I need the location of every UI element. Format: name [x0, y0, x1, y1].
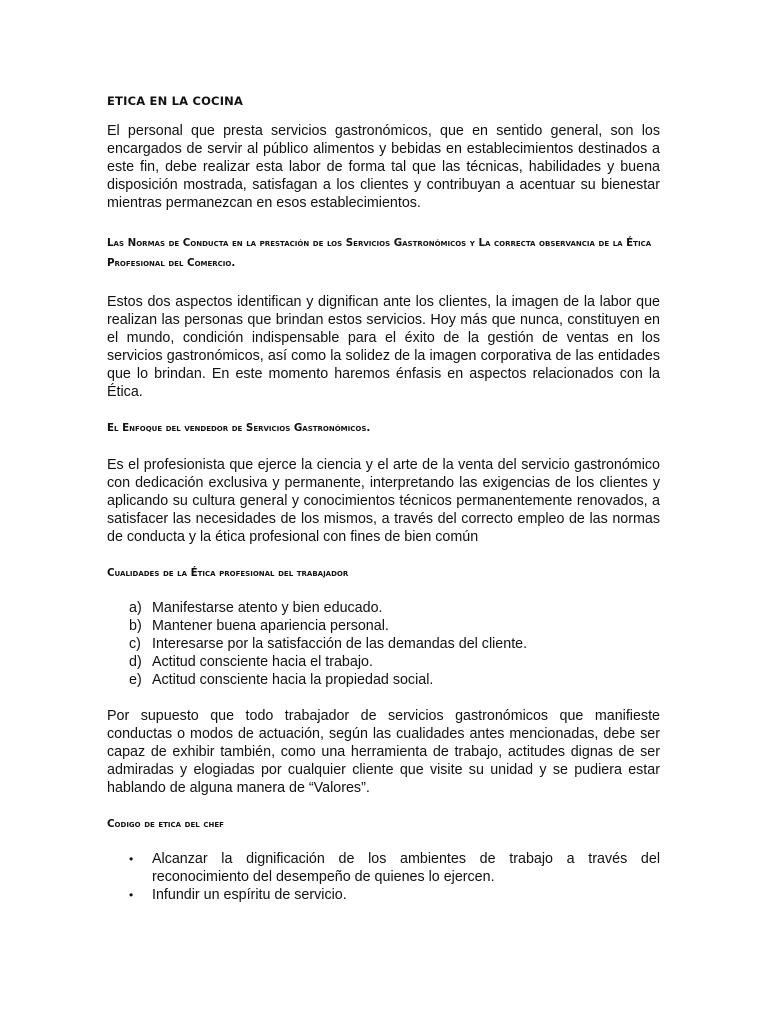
list-item — [107, 653, 660, 671]
list-item — [107, 635, 660, 653]
list-item-text: Manifestarse atento y bien educado. — [152, 600, 383, 616]
list-item — [107, 617, 660, 635]
list-item-text: Mantener buena apariencia personal. — [152, 618, 389, 634]
bullet-icon: • — [129, 852, 134, 866]
section-body-normas: Estos dos aspectos identifican y dignifican ante los clientes, la imagen de la labor que realizan las personas que brindan estos servicios. Hoy más que nunca, constituyen en el mundo, condición indispensable para el éxito de la gestión de ventas en los servicios gastronómicos, así como la solidez de la imagen corporativa de las entidades que lo brindan. En este momento haremos énfasis en aspectos relacionados con la Ética. — [107, 294, 660, 400]
document-title: ETICA EN LA COCINA — [107, 94, 244, 108]
list-marker: a) — [129, 600, 142, 616]
list-item-text: Interesarse por la satisfacción de las demandas del cliente. — [152, 636, 528, 652]
list-item-text: Alcanzar la dignificación de los ambientes de trabajo a través del reconocimiento del desempeño de quienes lo ejercen. — [152, 851, 660, 885]
list-item-text: Infundir un espíritu de servicio. — [152, 887, 347, 903]
list-item — [107, 599, 660, 617]
section-heading-codigo: Codigo de etica del chef — [107, 818, 224, 830]
section-body-enfoque: Es el profesionista que ejerce la ciencia y el arte de la venta del servicio gastronómico con dedicación exclusiva y permanente, interpretando las exigencias de los clientes y aplicando su cultura general y conocimientos técnicos permanentemente renovados, a satisfacer las necesidades de los mismos, a través del correcto empleo de las normas de conducta y la ética profesional con fines de bien común — [107, 457, 660, 545]
codigo-list — [107, 850, 660, 904]
list-item — [107, 671, 660, 689]
list-item — [107, 850, 660, 886]
list-marker: b) — [129, 618, 142, 634]
section-heading-cualidades: Cualidades de la Ética profesional del trabajador — [107, 567, 349, 579]
list-item-text: Actitud consciente hacia el trabajo. — [152, 654, 373, 670]
cualidades-list — [107, 599, 660, 689]
bullet-icon: • — [129, 888, 134, 902]
intro-paragraph: El personal que presta servicios gastronómicos, que en sentido general, son los encargados de servir al público alimentos y bebidas en establecimientos destinados a este fin, debe realizar esta labor de forma tal que las técnicas, habilidades y buena disposición mostrada, satisfagan a los clientes y contribuyan a acentuar su bienestar mientras permanezcan en esos establecimientos. — [107, 123, 660, 211]
list-marker: d) — [129, 654, 142, 670]
section-after-cualidades: Por supuesto que todo trabajador de servicios gastronómicos que manifieste conductas o modos de actuación, según las cualidades antes mencionadas, debe ser capaz de exhibir también, como una herramienta de trabajo, actitudes dignas de ser admiradas y elogiadas por cualquier cliente que visite su unidad y se pudiera estar hablando de alguna manera de “Valores”. — [107, 708, 660, 796]
list-item-text: Actitud consciente hacia la propiedad social. — [152, 672, 434, 688]
list-marker: c) — [129, 636, 141, 652]
section-heading-normas: Las Normas de Conducta en la prestación de los Servicios Gastronómicos y La correcta observancia de la Ética Profesional del Comercio. — [107, 237, 652, 269]
document-content — [107, 92, 660, 904]
list-marker: e) — [129, 672, 142, 688]
section-heading-enfoque: El Enfoque del vendedor de Servicios Gastronómicos. — [107, 422, 371, 434]
list-item — [107, 886, 660, 904]
